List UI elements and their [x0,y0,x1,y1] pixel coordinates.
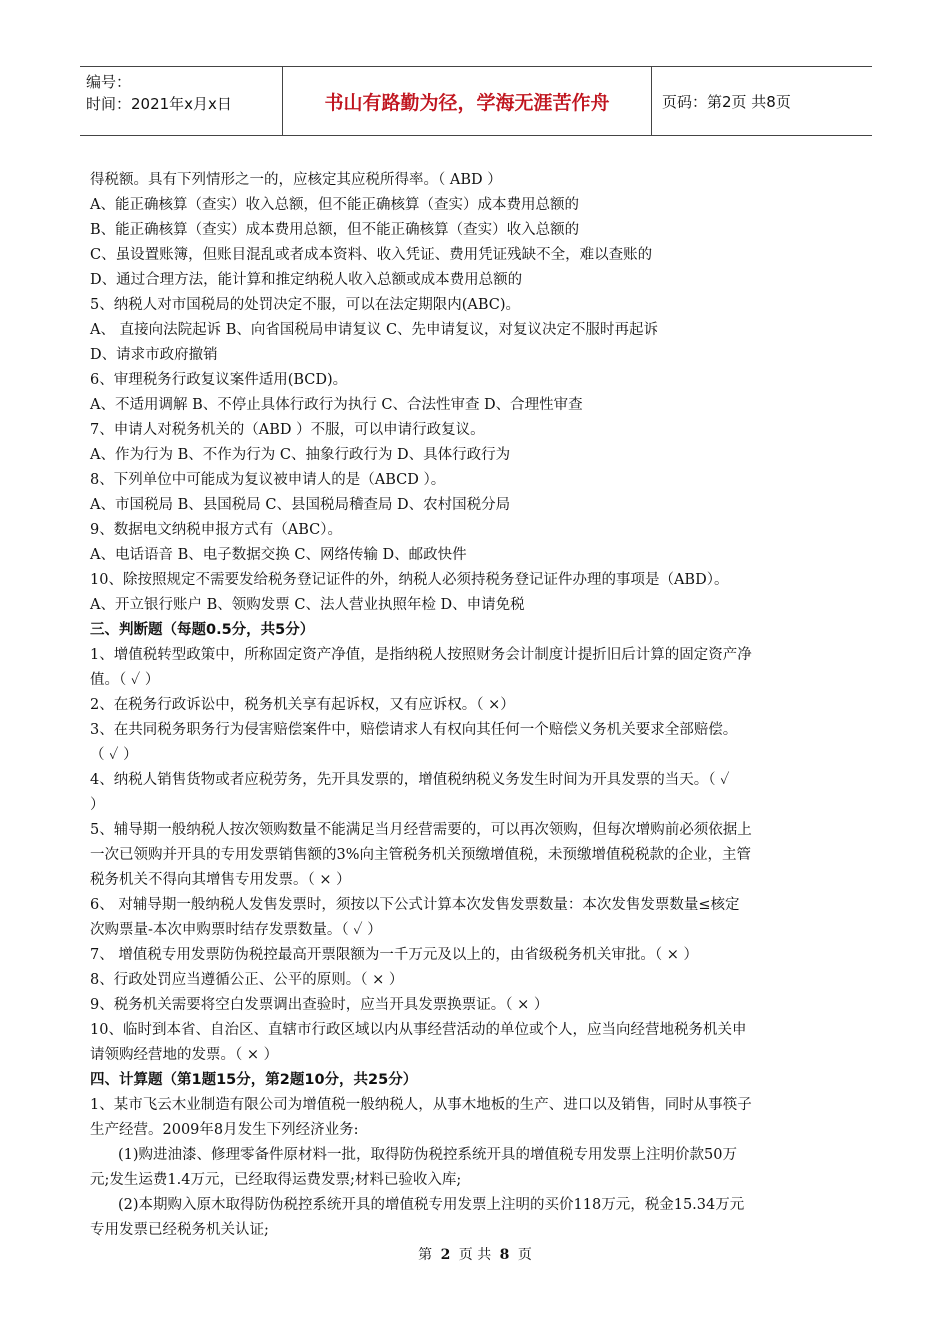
question-line: 8、行政处罚应当遵循公正、公平的原则。（ × ） [90,972,404,988]
option-line: A、作为行为 B、不作为行为 C、抽象行政行为 D、具体行政行为 [90,447,511,463]
question-line: 6、审理税务行政复议案件适用(BCD)。 [90,372,348,388]
question-line: 7、申请人对税务机关的（ABD ）不服，可以申请行政复议。 [90,422,485,438]
option-line: A、市国税局 B、县国税局 C、县国税局稽查局 D、农村国税分局 [90,497,511,513]
option-line: D、通过合理方法，能计算和推定纳税人收入总额或成本费用总额的 [90,272,523,288]
option-line: A、能正确核算（查实）收入总额，但不能正确核算（查实）成本费用总额的 [90,197,579,213]
option-line: C、虽设置账簿，但账目混乱或者成本资料、收入凭证、费用凭证残缺不全，难以查账的 [90,247,653,263]
text-line: 值。（ ✓ ） [90,672,160,688]
question-line: 7、 增值税专用发票防伪税控最高开票限额为一千万元及以上的，由省级税务机关审批。（ × ） [90,947,698,963]
text-line: （ ✓ ） [90,747,138,763]
footer-suffix: 页 [517,1247,532,1263]
section-heading-calculation: 四、计算题（第1题15分，第2题10分，共25分） [90,1072,418,1088]
section-heading-judgement: 三、判断题（每题0.5分，共5分） [90,622,315,638]
sub-item-line: (2)本期购入原木取得防伪税控系统开具的增值税专用发票上注明的买价118万元，税金15.34万元 [118,1197,745,1213]
question-line: 10、除按照规定不需要发给税务登记证件的外，纳税人必须持税务登记证件办理的事项是（ABD）。 [90,572,729,588]
question-line: 3、在共同税务职务行为侵害赔偿案件中，赔偿请求人有权向其任何一个赔偿义务机关要求全部赔偿。 [90,722,738,738]
page-footer [0,1244,950,1264]
text-line: 一次已领购并开具的专用发票销售额的3%向主管税务机关预缴增值税，未预缴增值税税款的企业，主管 [90,847,751,863]
text-line: 次购票量-本次申购票时结存发票数量。（ ✓ ） [90,922,382,938]
question-line: 5、纳税人对市国税局的处罚决定不服，可以在法定期限内(ABC)。 [90,297,521,313]
question-line: 8、下列单位中可能成为复议被申请人的是（ABCD ）。 [90,472,446,488]
text-line: 专用发票已经税务机关认证; [90,1222,269,1238]
header-page-label: 页码：第2页 共8页 [662,92,791,111]
question-line: 6、 对辅导期一般纳税人发售发票时，须按以下公式计算本次发售发票数量：本次发售发票数量≤核定 [90,897,740,913]
text-line: 得税额。具有下列情形之一的，应核定其应税所得率。（ ABD ） [90,172,502,188]
footer-total-pages: 8 [499,1247,510,1263]
option-line: B、能正确核算（查实）成本费用总额，但不能正确核算（查实）收入总额的 [90,222,580,238]
question-line: 4、纳税人销售货物或者应税劳务，先开具发票的，增值税纳税义务发生时间为开具发票的当天。（ ✓ [90,772,730,788]
text-line: 税务机关不得向其增售专用发票。（ × ） [90,872,351,888]
footer-middle: 页 共 [458,1247,492,1263]
document-body [90,168,862,1243]
question-line: 5、辅导期一般纳税人按次领购数量不能满足当月经营需要的，可以再次领购，但每次增购前必须依据上 [90,822,752,838]
text-line: 元;发生运费1.4万元，已经取得运费发票;材料已验收入库; [90,1172,462,1188]
question-line: 1、某市飞云木业制造有限公司为增值税一般纳税人，从事木地板的生产、进口以及销售，同时从事筷子 [90,1097,752,1113]
date-label: 时间：2021年x月x日 [86,95,232,113]
text-line: 生产经营。2009年8月发生下列经济业务: [90,1122,359,1138]
question-line: 10、临时到本省、自治区、直辖市行政区域以内从事经营活动的单位或个人，应当向经营地税务机关申 [90,1022,747,1038]
text-line: 请领购经营地的发票。（ × ） [90,1047,279,1063]
text-line: ） [90,797,105,813]
question-line: 1、增值税转型政策中，所称固定资产净值，是指纳税人按照财务会计制度计提折旧后计算的固定资产净 [90,647,752,663]
header-meta [80,67,283,135]
option-line: A、电话语音 B、电子数据交换 C、网络传输 D、邮政快件 [90,547,467,563]
footer-prefix: 第 [418,1247,433,1263]
option-line: A、不适用调解 B、不停止具体行政行为执行 C、合法性审查 D、合理性审查 [90,397,583,413]
page-header [80,66,872,136]
question-line: 2、在税务行政诉讼中，税务机关享有起诉权，又有应诉权。（ ×） [90,697,515,713]
serial-number-label: 编号： [86,73,132,91]
option-line: A、开立银行账户 B、领购发票 C、法人营业执照年检 D、申请免税 [90,597,525,613]
option-line: A、 直接向法院起诉 B、向省国税局申请复议 C、先申请复议，对复议决定不服时再起诉 [90,322,659,338]
option-line: D、请求市政府撤销 [90,347,218,363]
sub-item-line: (1)购进油漆、修理零备件原材料一批，取得防伪税控系统开具的增值税专用发票上注明价款50万 [118,1147,737,1163]
question-line: 9、税务机关需要将空白发票调出查验时，应当开具发票换票证。（ × ） [90,997,549,1013]
question-line: 9、数据电文纳税申报方式有（ABC）。 [90,522,342,538]
header-motto: 书山有路勤为径，学海无涯苦作舟 [283,67,652,135]
footer-page-number: 2 [440,1247,451,1263]
